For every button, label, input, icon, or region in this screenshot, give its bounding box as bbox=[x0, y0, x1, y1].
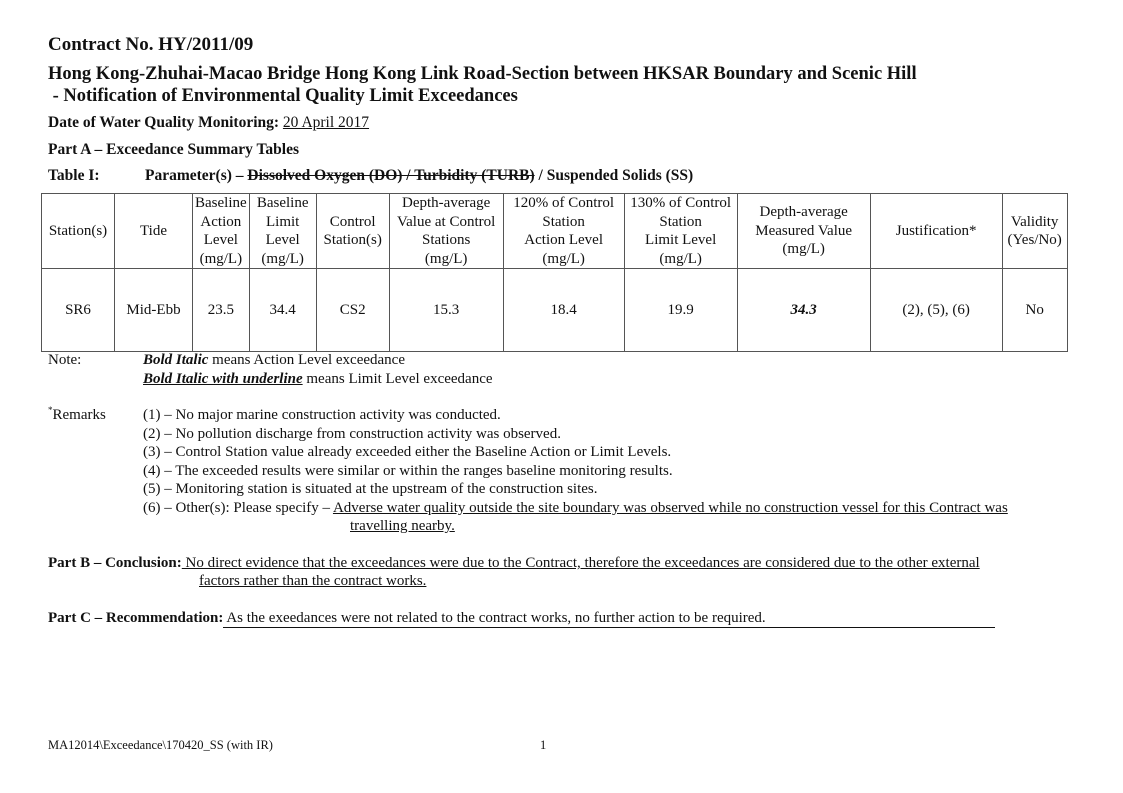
cell-station: SR6 bbox=[42, 269, 115, 352]
cell-control-value: 15.3 bbox=[389, 269, 503, 352]
note-line-2 bbox=[143, 371, 493, 388]
header-baseline-action: Baseline Action Level (mg/L) bbox=[193, 194, 250, 269]
monitoring-date-label: Date of Water Quality Monitoring: bbox=[48, 114, 283, 131]
contract-number: Contract No. HY/2011/09 bbox=[48, 34, 254, 55]
note-line-1 bbox=[143, 352, 405, 369]
parameter-list bbox=[145, 167, 693, 185]
cell-control-station: CS2 bbox=[316, 269, 389, 352]
remark-item-2: (2) – No pollution discharge from construction activity was observed. bbox=[143, 426, 561, 442]
cell-baseline-action: 23.5 bbox=[193, 269, 250, 352]
header-control-value: Depth-average Value at Control Stations (mg/L) bbox=[389, 194, 503, 269]
remarks-asterisk: * bbox=[48, 405, 53, 415]
note-limit-style: Bold Italic with underline bbox=[143, 371, 303, 387]
remark-item-6-continued: travelling nearby. bbox=[350, 518, 455, 534]
table-header-row bbox=[42, 194, 1068, 269]
header-control-action-120: 120% of Control Station Action Level (mg/L) bbox=[503, 194, 624, 269]
remark-item-6 bbox=[143, 500, 1008, 517]
remark-item-1: (1) – No major marine construction activity was conducted. bbox=[143, 407, 501, 423]
header-baseline-limit: Baseline Limit Level (mg/L) bbox=[249, 194, 316, 269]
cell-validity: No bbox=[1002, 269, 1067, 352]
cell-control-action-120: 18.4 bbox=[503, 269, 624, 352]
part-c-label: Part C – Recommendation: bbox=[48, 610, 224, 626]
header-measured-value: Depth-average Measured Value (mg/L) bbox=[737, 194, 870, 269]
header-control-limit-130: 130% of Control Station Limit Level (mg/L) bbox=[624, 194, 737, 269]
header-validity: Validity (Yes/No) bbox=[1002, 194, 1067, 269]
remarks-label bbox=[48, 407, 106, 424]
parameter-selected: / Suspended Solids (SS) bbox=[534, 167, 694, 184]
cell-measured-value: 34.3 bbox=[737, 269, 870, 352]
remark-item-6-prefix: (6) – Other(s): Please specify – bbox=[143, 500, 333, 516]
header-station: Station(s) bbox=[42, 194, 115, 269]
part-c-text: As the exeedances were not related to the contract works, no further action to be required. bbox=[223, 610, 995, 628]
note-label: Note: bbox=[48, 352, 82, 368]
note-action-style: Bold Italic bbox=[143, 352, 209, 368]
cell-baseline-limit: 34.4 bbox=[249, 269, 316, 352]
part-b-label: Part B – Conclusion: bbox=[48, 555, 182, 571]
remark-item-6-text: Adverse water quality outside the site boundary was observed while no construction vessel for this Contract was bbox=[332, 500, 1008, 516]
footer-file-path: MA12014\Exceedance\170420_SS (with IR) bbox=[48, 738, 273, 752]
remark-item-3: (3) – Control Station value already exceeded either the Baseline Action or Limit Levels. bbox=[143, 444, 672, 460]
remark-item-5: (5) – Monitoring station is situated at the upstream of the construction sites. bbox=[143, 481, 598, 497]
cell-control-limit-130: 19.9 bbox=[624, 269, 737, 352]
document-title-line1: Hong Kong-Zhuhai-Macao Bridge Hong Kong Link Road-Section between HKSAR Boundary and Scenic Hill bbox=[48, 64, 917, 84]
header-control-station: Control Station(s) bbox=[316, 194, 389, 269]
part-a-heading: Part A – Exceedance Summary Tables bbox=[48, 141, 300, 158]
header-tide: Tide bbox=[115, 194, 193, 269]
header-justification: Justification* bbox=[870, 194, 1002, 269]
table-row bbox=[42, 269, 1068, 352]
document-title-line2: - Notification of Environmental Quality Limit Exceedances bbox=[48, 86, 518, 106]
part-c-recommendation bbox=[48, 610, 995, 628]
monitoring-date-value: 20 April 2017 bbox=[282, 114, 370, 131]
parameter-struck: Dissolved Oxygen (DO) / Turbidity (TURB) bbox=[247, 167, 535, 184]
monitoring-date bbox=[48, 114, 369, 132]
part-b-text: No direct evidence that the exceedances were due to the Contract, therefore the exceedances are considered due to the other external bbox=[181, 555, 980, 571]
note-action-text: means Action Level exceedance bbox=[208, 352, 405, 368]
parameter-prefix: Parameter(s) – bbox=[145, 167, 248, 184]
part-b-text-continued: factors rather than the contract works. bbox=[199, 573, 427, 589]
table-label: Table I: bbox=[48, 167, 100, 184]
part-b-conclusion bbox=[48, 555, 980, 572]
cell-tide: Mid-Ebb bbox=[115, 269, 193, 352]
note-limit-text: means Limit Level exceedance bbox=[302, 371, 493, 387]
remark-item-4: (4) – The exceeded results were similar or within the ranges baseline monitoring results. bbox=[143, 463, 673, 479]
cell-justification: (2), (5), (6) bbox=[870, 269, 1002, 352]
exceedance-table bbox=[41, 193, 1068, 352]
table-caption bbox=[48, 167, 748, 185]
remarks-label-text: Remarks bbox=[52, 407, 106, 423]
footer-page-number: 1 bbox=[540, 738, 547, 752]
